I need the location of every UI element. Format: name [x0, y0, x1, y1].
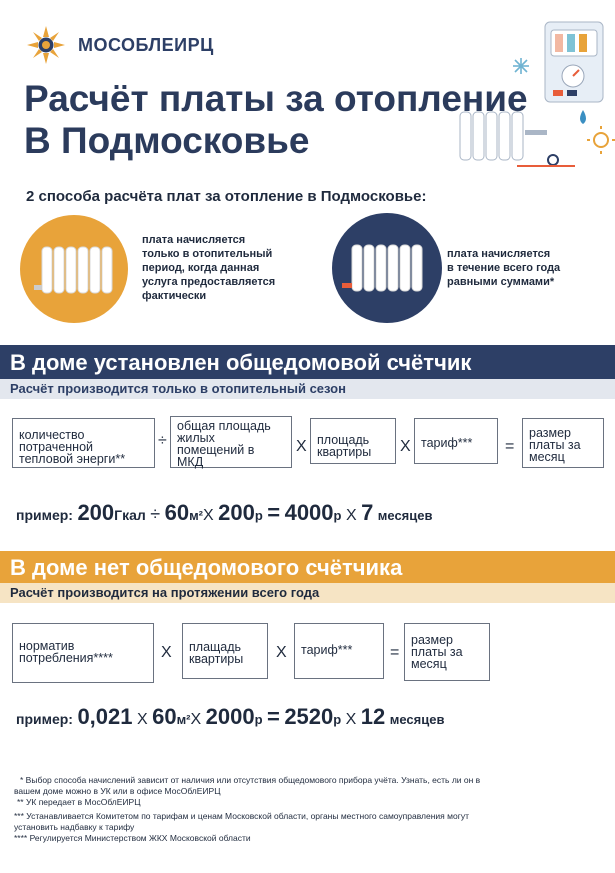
section2-title: В доме нет общедомового счётчика: [10, 555, 403, 580]
formula-line: платы за: [411, 645, 463, 659]
formula2-box-result: [404, 623, 490, 681]
example-value: 200: [218, 500, 255, 525]
formula-line: квартиры: [317, 445, 372, 459]
operator-equals: =: [505, 438, 515, 455]
formula2-box-tariff: [294, 623, 384, 679]
method-1-line: услуга предоставляется: [142, 276, 276, 288]
formula-line: площадь: [317, 433, 370, 447]
example-value: 2000: [205, 704, 255, 729]
formula-line: размер: [411, 633, 453, 647]
method-2-line: в течение всего года: [447, 262, 561, 274]
method-2-badge: [332, 213, 442, 323]
formula-line: тариф***: [421, 436, 473, 450]
example-value: 200: [77, 500, 115, 525]
footnote-line: ** УК передает в МосОблЕИРЦ: [17, 797, 141, 807]
footnote-line: вашем доме можно в УК или в офисе МосОблЕИРЦ: [14, 786, 221, 796]
method-2-line: равными суммами*: [447, 276, 555, 288]
example-operator: X: [190, 711, 202, 728]
operator-divide: ÷: [158, 432, 167, 449]
section2-subtitle: Расчёт производится на протяжении всего года: [10, 585, 320, 600]
sun-logo-icon: [24, 25, 72, 65]
section2-example: [16, 704, 444, 730]
formula-line: общая площадь: [177, 419, 271, 433]
method-1-text: [142, 233, 275, 303]
example-label: пример:: [16, 507, 73, 523]
example-operator: =: [267, 704, 280, 729]
logo: [24, 25, 72, 65]
section1-example: [16, 500, 432, 526]
example-unit: Гкал: [114, 507, 146, 523]
footnotes: [14, 775, 604, 844]
section1-subtitle: Расчёт производится только в отопительный сезон: [10, 381, 346, 396]
example-unit: м²: [176, 712, 191, 727]
formula-line: тепловой энерги**: [19, 452, 126, 466]
example-value: 60: [152, 704, 177, 729]
method-1-line: период, когда данная: [142, 262, 260, 274]
formula1-box-energy: [12, 418, 155, 468]
logo-text: МОСОБЛЕИРЦ: [78, 35, 214, 55]
page-title-line2: В Подмосковье: [24, 120, 310, 161]
formula2-box-flat: [182, 623, 268, 679]
section1-band: [0, 345, 615, 379]
formula-line: жилых: [177, 431, 215, 445]
formula1-box-result: [522, 418, 604, 468]
method-1-line: только в отопительный: [142, 248, 273, 260]
formula1-box-flat: [310, 418, 396, 464]
formula-line: потраченной: [19, 440, 94, 454]
example-unit: р: [333, 508, 342, 523]
footnote-line: *** Устанавливается Комитетом по тарифам и ценам Московской области, органы местного самоуправления могут: [14, 811, 469, 821]
method-2-line: плата начисляется: [447, 248, 551, 260]
formula-line: плащадь: [189, 640, 242, 654]
example-value: 7: [361, 500, 374, 525]
method-1-line: плата начисляется: [142, 234, 246, 246]
example-unit: р: [254, 712, 263, 727]
example-value: 4000: [284, 500, 334, 525]
methods-subtitle: 2 способа расчёта плат за отопление в Подмосковье:: [26, 188, 427, 205]
formula-line: МКД: [177, 455, 204, 469]
formula-line: месяц: [529, 450, 565, 464]
operator-multiply: X: [276, 644, 287, 661]
method-1-line: фактически: [142, 290, 207, 302]
formula2-box-norm: [12, 623, 154, 683]
example-operator: ÷: [150, 504, 161, 524]
footnote-line: **** Регулируется Министерством ЖКХ Московской области: [14, 833, 251, 843]
formula1-box-area: [170, 416, 292, 468]
footnote-line: установить надбавку к тарифу: [14, 822, 135, 832]
operator-multiply: X: [296, 438, 307, 455]
example-operator: X: [345, 711, 357, 728]
example-value: 0,021: [77, 704, 133, 729]
example-label: пример:: [16, 711, 73, 727]
example-operator: =: [267, 500, 281, 525]
footnote-line: * Выбор способа начислений зависит от наличия или отсутствия общедомового прибора учёта. Узнать, есть ли он в: [20, 775, 481, 785]
example-operator: X: [203, 507, 214, 524]
method-1-badge: [20, 215, 128, 323]
formula-line: квартиры: [189, 652, 244, 666]
section1-title: В доме установлен общедомовой счётчик: [10, 350, 472, 375]
example-unit: месяцев: [389, 712, 445, 727]
radiator-icon: [20, 215, 128, 323]
formula-line: помещений в: [177, 443, 255, 457]
page-title-line1: Расчёт платы за отопление: [24, 78, 528, 119]
formula-line: тариф***: [301, 643, 353, 657]
formula-line: потребления****: [19, 651, 113, 665]
section2-subtitle-bar: [0, 583, 615, 603]
formula-line: размер: [529, 426, 571, 440]
section1-subtitle-bar: [0, 379, 615, 399]
example-value: 60: [164, 500, 190, 525]
operator-multiply: X: [161, 644, 172, 661]
operator-multiply: X: [400, 438, 411, 455]
radiator-icon: [332, 213, 442, 323]
operator-equals: =: [390, 644, 400, 661]
formula-line: месяц: [411, 657, 447, 671]
example-operator: X: [136, 711, 148, 728]
formula-line: платы за: [529, 438, 581, 452]
formula1-box-tariff: [414, 418, 498, 464]
example-operator: X: [345, 507, 357, 524]
example-value: 2520: [284, 704, 334, 729]
example-unit: м²: [189, 508, 204, 523]
example-unit: р: [254, 508, 263, 523]
method-2-text: [447, 247, 560, 289]
formula-line: количество: [19, 428, 85, 442]
example-value: 12: [360, 704, 386, 729]
example-unit: р: [333, 712, 342, 727]
formula-line: норматив: [19, 639, 75, 653]
section2-band: [0, 551, 615, 583]
example-unit: месяцев: [377, 508, 433, 523]
